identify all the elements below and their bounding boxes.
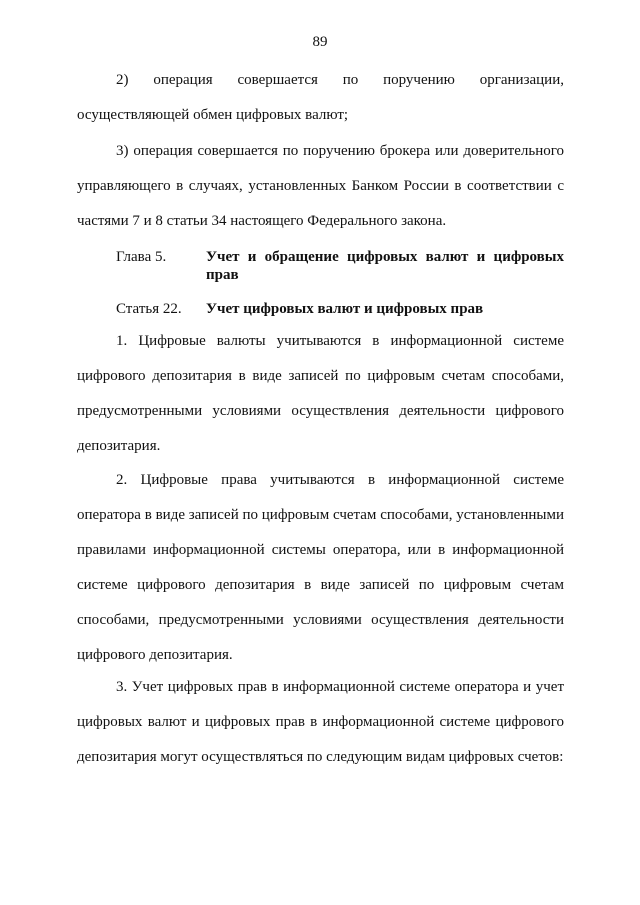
clause-3-paragraph: 3. Учет цифровых прав в информационной системе оператора и учет цифровых валют и цифровых прав в информационной системе цифрового депозитария могут осуществляться по следующим видам цифровых счетов: — [77, 679, 564, 765]
article-label: Статья 22. — [116, 301, 182, 317]
chapter-label: Глава 5. — [116, 249, 167, 265]
article-title: Учет цифровых валют и цифровых прав — [206, 301, 484, 317]
chapter-title: Учет и обращение цифровых валют и цифровых прав — [206, 249, 564, 283]
item-2-paragraph: 2) операция совершается по поручению организации, осуществляющей обмен цифровых валют; — [77, 72, 564, 123]
item-3-paragraph: 3) операция совершается по поручению брокера или доверительного управляющего в случаях, установленных Банком России в соответствии с частями 7 и 8 статьи 34 настоящего Федерального закона. — [77, 143, 564, 229]
page-number: 89 — [312, 34, 328, 50]
clause-2-paragraph: 2. Цифровые права учитываются в информационной системе оператора в виде записей по цифровым счетам способами, установленными правилами информационной системы оператора, или в информационной системе цифрового депозитария в виде записей по цифровым счетам способами, предусмотренными условиями осуществления деятельности цифрового депозитария. — [77, 472, 564, 663]
clause-1-paragraph: 1. Цифровые валюты учитываются в информационной системе цифрового депозитария в виде записей по цифровым счетам способами, предусмотренными условиями осуществления деятельности цифрового депозитария. — [77, 333, 564, 454]
